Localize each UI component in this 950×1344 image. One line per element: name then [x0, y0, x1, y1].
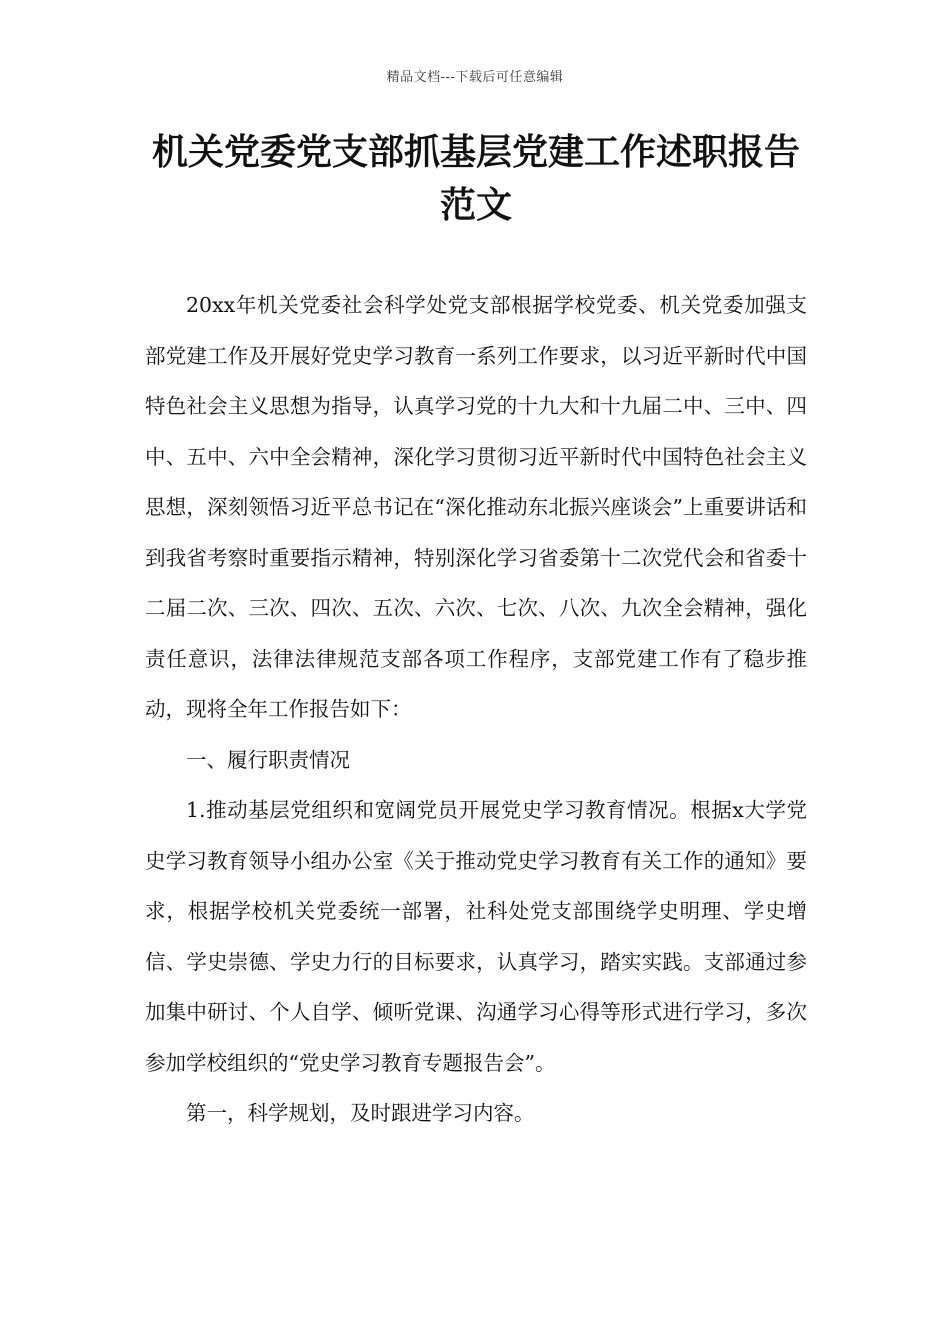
header-note: 精品文档---下载后可任意编辑 — [386, 70, 564, 85]
paragraph-first-point: 第一，科学规划，及时跟进学习内容。 — [186, 1101, 535, 1125]
document-body — [145, 280, 807, 1139]
document-title: 机关党委党支部抓基层党建工作述职报告范文 — [151, 132, 800, 226]
paragraph-intro: 20xx年机关党委社会科学处党支部根据学校党委、机关党委加强支部党建工作及开展好党史学习教育一系列工作要求，以习近平新时代中国特色社会主义思想为指导，认真学习党的十九大和十九届二中、三中、四中、五中、六中全会精神，深化学习贯彻习近平新时代中国特色社会主义思想，深刻领悟习近平总书记在“深化推动东北振兴座谈会”上重要讲话和到我省考察时重要指示精神，特别深化学习省委第十二次党代会和省委十二届二次、三次、四次、五次、六次、七次、八次、九次全会精神，强化责任意识，法律法律规范支部各项工作程序，支部党建工作有了稳步推动，现将全年工作报告如下： — [145, 293, 807, 721]
paragraph-item-1: 1.推动基层党组织和宽阔党员开展党史学习教育情况。根据x大学党史学习教育领导小组办公室《关于推动党史学习教育有关工作的通知》要求，根据学校机关党委统一部署，社科处党支部围绕学史明理、学史增信、学史崇德、学史力行的目标要求，认真学习，踏实实践。支部通过参加集中研讨、个人自学、倾听党课、沟通学习心得等形式进行学习，多次参加学校组织的“党史学习教育专题报告会”。 — [145, 798, 807, 1075]
section-heading-duties: 一、履行职责情况 — [186, 747, 350, 772]
